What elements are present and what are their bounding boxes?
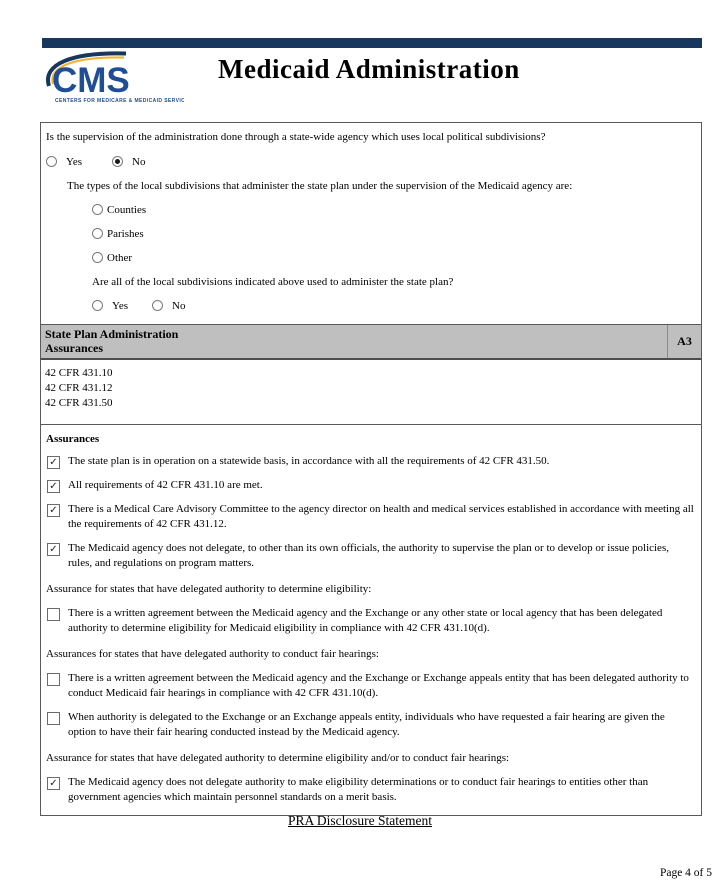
radio-button-icon[interactable]: [92, 228, 103, 239]
assurance-item: [46, 502, 695, 532]
assurances-heading: Assurances: [46, 433, 100, 445]
logo-tagline: CENTERS FOR MEDICARE & MEDICAID SERVICES: [55, 98, 184, 104]
radio-button-icon[interactable]: [112, 156, 123, 167]
statewide-supervision-question: Is the supervision of the administration done through a state-wide agency which uses local political subdivisions?: [46, 131, 546, 143]
supervision-question-section: [41, 123, 701, 324]
assurance-text: There is a written agreement between the Medicaid agency and the Exchange or Exchange appeals entity that has been delegated authority to conduct Medicaid fair hearings in compliance with 42 CFR 431.10(d).: [68, 672, 689, 699]
subdivision-option-other[interactable]: [92, 252, 132, 264]
header-rule-bar: [42, 38, 702, 48]
assurance-item: [46, 478, 695, 493]
subdivision-option-row: [92, 202, 695, 217]
radio-button-icon[interactable]: [46, 156, 57, 167]
statewide-supervision-option-no[interactable]: [112, 156, 145, 168]
cfr-citation: 42 CFR 431.50: [45, 397, 113, 409]
cms-logo: [34, 50, 184, 106]
radio-option-label: Other: [107, 251, 133, 264]
assurance-group-label: Assurance for states that have delegated authority to determine eligibility:: [46, 583, 372, 595]
checkbox-checked-icon[interactable]: ✓: [47, 777, 60, 790]
assurance-group-label: Assurances for states that have delegated authority to conduct fair hearings:: [46, 648, 379, 660]
form-table: [40, 122, 702, 816]
checkbox-checked-icon[interactable]: ✓: [47, 480, 60, 493]
subdivision-option-parishes[interactable]: [92, 228, 144, 240]
assurance-list: [46, 454, 695, 805]
assurances-section: [41, 424, 701, 815]
statewide-supervision-option-yes[interactable]: [46, 156, 82, 168]
assurance-text: There is a Medical Care Advisory Committee to the agency director on health and medical services established in accordance with meeting all the requirements of 42 CFR 431.12.: [68, 503, 694, 530]
pra-disclosure-link[interactable]: PRA Disclosure Statement: [288, 813, 432, 828]
cfr-citation: 42 CFR 431.10: [45, 367, 113, 379]
radio-button-icon[interactable]: [92, 300, 103, 311]
section-header: [41, 324, 701, 360]
radio-option-label: Yes: [112, 299, 129, 312]
all-subdivisions-option-no[interactable]: [152, 300, 185, 312]
assurance-group-label: Assurance for states that have delegated authority to determine eligibility and/or to conduct fair hearings:: [46, 752, 510, 764]
radio-selected-dot: [115, 159, 120, 164]
subdivision-type-options: [46, 202, 695, 265]
statewide-supervision-options: [46, 154, 695, 169]
radio-option-label: Parishes: [107, 227, 144, 240]
assurance-item: [46, 454, 695, 469]
assurance-text: The Medicaid agency does not delegate, to other than its own officials, the authority to supervise the plan or to develop or issue policies, rules, and regulations on program matters.: [68, 542, 669, 569]
page-title: Medicaid Administration: [218, 54, 520, 84]
radio-option-label: Yes: [66, 155, 83, 168]
radio-option-label: No: [172, 299, 186, 312]
section-code-cell: A3: [667, 325, 701, 358]
assurance-item: [46, 710, 695, 740]
subdivision-option-counties[interactable]: [92, 204, 146, 216]
cms-logo-graphic: [34, 50, 184, 106]
assurance-item: [46, 606, 695, 636]
checkbox-unchecked-icon[interactable]: [47, 608, 60, 621]
radio-option-label: No: [132, 155, 146, 168]
assurance-text: When authority is delegated to the Exchange or an Exchange appeals entity, individuals who have requested a fair hearing are given the option to have their fair hearing conducted instead by the Medicaid agency.: [68, 711, 665, 738]
radio-button-icon[interactable]: [92, 252, 103, 263]
section-header-title: [41, 325, 667, 358]
assurance-text: The state plan is in operation on a statewide basis, in accordance with all the requirements of 42 CFR 431.50.: [68, 455, 550, 467]
all-subdivisions-options: [92, 298, 695, 313]
assurance-text: There is a written agreement between the Medicaid agency and the Exchange or any other state or local agency that has been delegated authority to determine eligibility for Medicaid eligibility in compliance with 42 CFR 431.10(d).: [68, 607, 663, 634]
logo-text: CMS: [52, 61, 130, 100]
checkbox-unchecked-icon[interactable]: [47, 673, 60, 686]
radio-option-label: Counties: [107, 203, 147, 216]
checkbox-unchecked-icon[interactable]: [47, 712, 60, 725]
assurance-text: The Medicaid agency does not delegate authority to make eligibility determinations or to conduct fair hearings to entities other than government agencies which maintain personnel standards on a merit basis.: [68, 776, 649, 803]
page-number-label: Page 4 of 5: [659, 867, 712, 879]
subdivision-types-prompt: The types of the local subdivisions that administer the state plan under the supervision of the Medicaid agency are:: [67, 179, 573, 192]
checkbox-checked-icon[interactable]: ✓: [47, 543, 60, 556]
assurance-item: [46, 671, 695, 701]
section-title-line1: State Plan Administration: [45, 327, 179, 341]
pra-statement-row: [0, 812, 720, 830]
all-subdivisions-question: Are all of the local subdivisions indicated above used to administer the state plan?: [92, 275, 454, 288]
section-title-line2: Assurances: [45, 341, 104, 355]
checkbox-checked-icon[interactable]: ✓: [47, 504, 60, 517]
cfr-citations: [41, 360, 701, 424]
subdivision-option-row: [92, 250, 695, 265]
all-subdivisions-option-yes[interactable]: [92, 300, 128, 312]
radio-button-icon[interactable]: [152, 300, 163, 311]
assurance-item: [46, 541, 695, 571]
checkbox-checked-icon[interactable]: ✓: [47, 456, 60, 469]
assurance-text: All requirements of 42 CFR 431.10 are met.: [68, 479, 263, 491]
assurance-item: [46, 775, 695, 805]
radio-button-icon[interactable]: [92, 204, 103, 215]
cfr-citation: 42 CFR 431.12: [45, 382, 113, 394]
subdivision-option-row: [92, 226, 695, 241]
